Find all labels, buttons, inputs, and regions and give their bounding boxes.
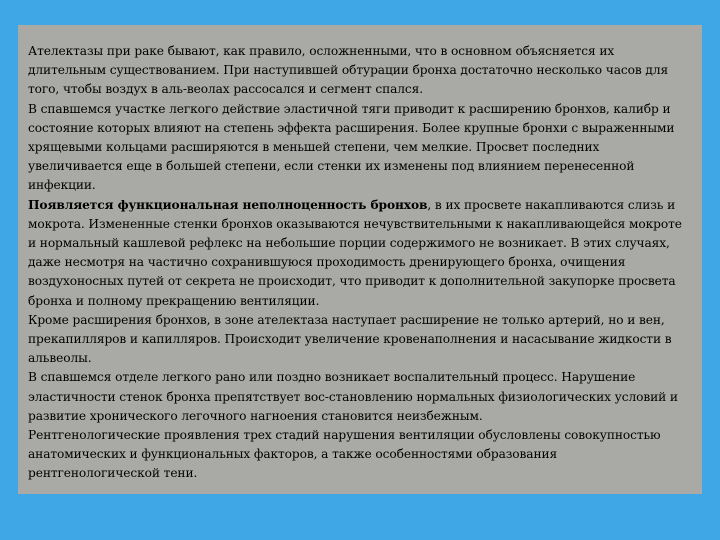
- paragraph-2: [28, 100, 692, 196]
- text-panel: [18, 25, 702, 494]
- paragraph-4: [28, 311, 692, 369]
- paragraph-5-text: В спавшемся отделе легкого рано или поздно возникает воспалительный процесс. Нарушение эластичности стенок бронха препятствует вос-становлению нормальных физиологических условий и развитие хронического легочного нагноения становится неизбежным.: [28, 370, 678, 423]
- paragraph-4-text: Кроме расширения бронхов, в зоне ателектаза наступает расширение не только артерий, но и вен, прекапилляров и капилляров. Происходит увеличение кровенаполнения и насасывание жидкости в альвеолы.: [28, 312, 672, 366]
- paragraph-3: [28, 196, 692, 311]
- paragraph-1-text: Ателектазы при раке бывают, как правило, осложненными, что в основном объясняется их длительным существованием. При наступившей обтурации бронха достаточно несколько часов для того, чтобы воздух в аль-веолах рассосался и сегмент спался.: [28, 44, 669, 97]
- paragraph-3-text: , в их просвете накапливаются слизь и мокрота. Измененные стенки бронхов оказываются нечувствительными к накапливающейся мокроте и нормальный кашлевой рефлекс на небольшие порции содержимого не возникает. В этих случаях, даже несмотря на частично сохранившуюся проходимость дренирующего бронха, очищения воздухоносных путей от секрета не происходит, что приводит к дополнительной закупорке просвета бронха и полному прекращению вентиляции.: [28, 197, 682, 308]
- document-body: [28, 42, 692, 484]
- paragraph-3-bold-lead: Появляется функциональная неполноценность бронхов: [28, 197, 428, 212]
- paragraph-1: [28, 42, 692, 100]
- paragraph-6-text: Рентгенологические проявления трех стадий нарушения вентиляции обусловлены совокупностью анатомических и функциональных факторов, а также особенностями образования рентгенологической тени.: [28, 428, 661, 481]
- paragraph-5: [28, 368, 692, 426]
- paragraph-6: [28, 426, 692, 484]
- paragraph-2-text: В спавшемся участке легкого действие эластичной тяги приводит к расширению бронхов, калибр и состояние которых влияют на степень эффекта расширения. Более крупные бронхи с выраженными хрящевыми кольцами расширяются в меньшей степени, чем мелкие. Просвет последних увеличивается еще в большей степени, если стенки их изменены под влиянием перенесенной инфекции.: [28, 101, 675, 193]
